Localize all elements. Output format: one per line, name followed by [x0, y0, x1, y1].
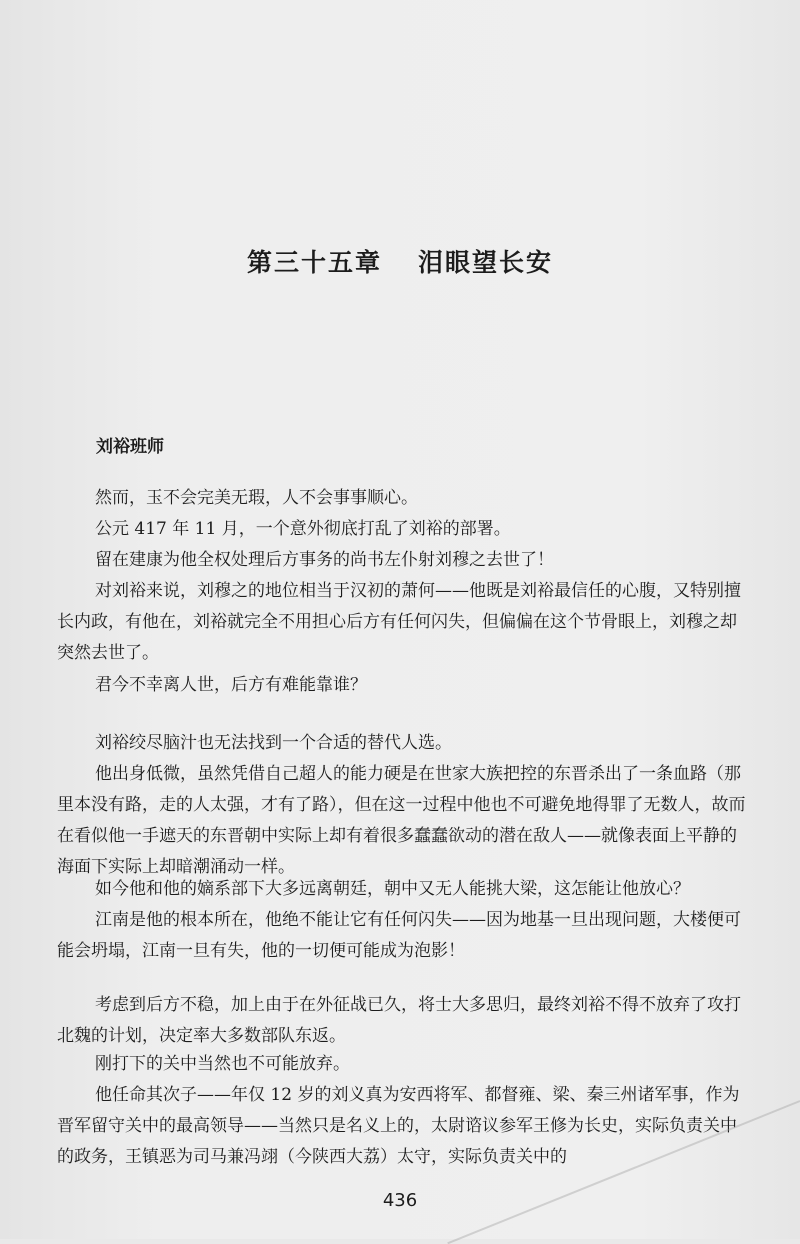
chapter-title	[0, 243, 800, 279]
paragraph: 公元 417 年 11 月，一个意外彻底打乱了刘裕的部署。	[95, 519, 511, 539]
chapter-number: 第三十五章	[246, 248, 382, 277]
paragraph: 他任命其次子——年仅 12 岁的刘义真为安西将军、都督雍、梁、秦三州诸军事，作为晋军留守关中的最高领导——当然只是名义上的，太尉谘议参军王修为长史，实际负责关中的政务，王镇恶为司马兼冯翊（今陕西大荔）太守，实际负责关中的	[57, 1085, 740, 1167]
section-heading: 刘裕班师	[96, 437, 164, 457]
paragraph: 他出身低微，虽然凭借自己超人的能力硬是在世家大族把控的东晋杀出了一条血路（那里本没有路，走的人太强，才有了路），但在这一过程中他也不可避免地得罪了无数人，故而在看似他一手遮天的东晋朝中实际上却有着很多蠢蠢欲动的潜在敌人——就像表面上平静的海面下实际上却暗潮涌动一样。	[57, 764, 746, 877]
paragraph: 如今他和他的嫡系部下大多远离朝廷，朝中又无人能挑大梁，这怎能让他放心？	[95, 879, 690, 899]
page-number: 436	[382, 1190, 418, 1211]
paragraph: 君今不幸离人世，后方有难能靠谁？	[95, 675, 367, 695]
paragraph: 考虑到后方不稳，加上由于在外征战已久，将士大多思归，最终刘裕不得不放弃了攻打北魏的计划，决定率大多数部队东返。	[57, 995, 741, 1046]
paragraph: 留在建康为他全权处理后方事务的尚书左仆射刘穆之去世了！	[95, 550, 554, 570]
paragraph: 刘裕绞尽脑汁也无法找到一个合适的替代人选。	[95, 733, 452, 753]
paragraph: 然而，玉不会完美无瑕，人不会事事顺心。	[95, 488, 418, 508]
paragraph: 江南是他的根本所在，他绝不能让它有任何闪失——因为地基一旦出现问题，大楼便可能会坍塌，江南一旦有失，他的一切便可能成为泡影！	[57, 910, 741, 961]
chapter-name: 泪眼望长安	[418, 248, 554, 277]
paragraph: 刚打下的关中当然也不可能放弃。	[95, 1054, 350, 1074]
paragraph: 对刘裕来说，刘穆之的地位相当于汉初的萧何——他既是刘裕最信任的心腹，又特别擅长内政，有他在，刘裕就完全不用担心后方有任何闪失，但偏偏在这个节骨眼上，刘穆之却突然去世了。	[57, 581, 741, 663]
